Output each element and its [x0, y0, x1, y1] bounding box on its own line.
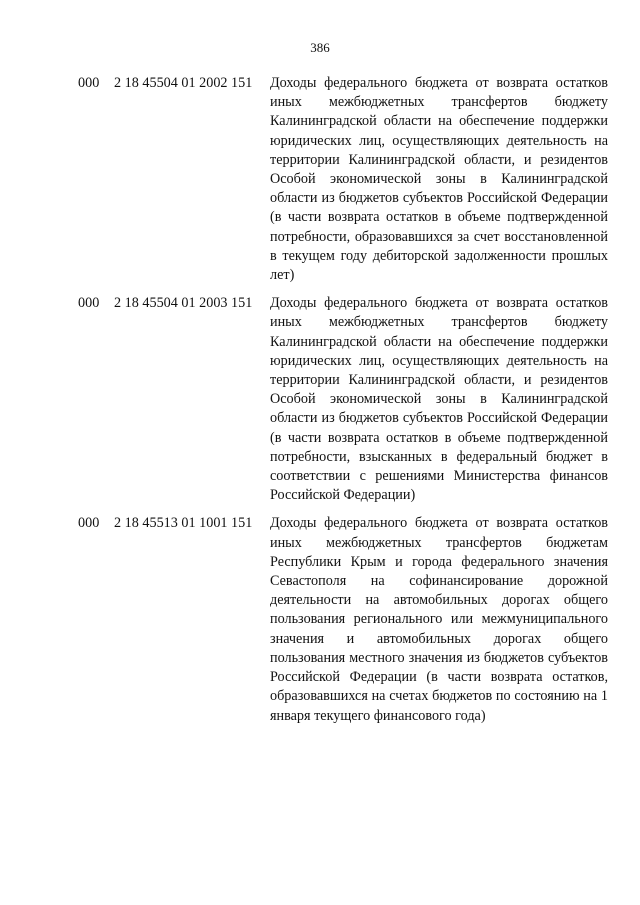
income-description: Доходы федерального бюджета от возврата остатков иных межбюджетных трансфертов бюджету Калининградской области на обеспечение поддержки юридических лиц, осуществляющих деятельность на территории Калининградской области, и резидентов Особой экономической зоны в Калининградской области из бюджетов субъектов Российской Федерации (в части возврата остатков в объеме подтвержденной потребности, взысканных в федеральный бюджет в соответствии с решениями Министерства финансов Российской Федерации) [270, 295, 608, 504]
income-description: Доходы федерального бюджета от возврата остатков иных межбюджетных трансфертов бюджету Калининградской области на обеспечение поддержки юридических лиц, осуществляющих деятельность на территории Калининградской области, и резидентов Особой экономической зоны в Калининградской области из бюджетов субъектов Российской Федерации (в части возврата остатков в объеме подтвержденной потребности, образовавшихся за счет восстановленной в текущем году дебиторской задолженности прошлых лет) [270, 75, 608, 284]
page-number: 386 [310, 40, 330, 55]
budget-codes-table [78, 74, 608, 726]
admin-code: 000 [78, 75, 100, 91]
admin-code: 000 [78, 515, 100, 532]
income-code: 2 18 45504 01 2003 151 [114, 295, 253, 312]
income-description: Доходы федерального бюджета от возврата остатков иных межбюджетных трансфертов бюджетам Республики Крым и города федерального значения Севастополя на софинансирование дорожной деятельности на автомобильных дорогах общего пользования регионального или межмуниципального значения и автомобильных дорогах общего пользования местного значения из бюджетов субъектов Российской Федерации (в части возврата остатков, образовавшихся на счетах бюджетов по состоянию на 1 января текущего финансового года) [270, 515, 608, 724]
table-row [78, 74, 608, 285]
admin-code: 000 [78, 295, 100, 312]
table-row [78, 514, 608, 725]
table-row [78, 294, 608, 505]
income-code: 2 18 45504 01 2002 151 [114, 75, 253, 91]
income-code: 2 18 45513 01 1001 151 [114, 515, 253, 532]
